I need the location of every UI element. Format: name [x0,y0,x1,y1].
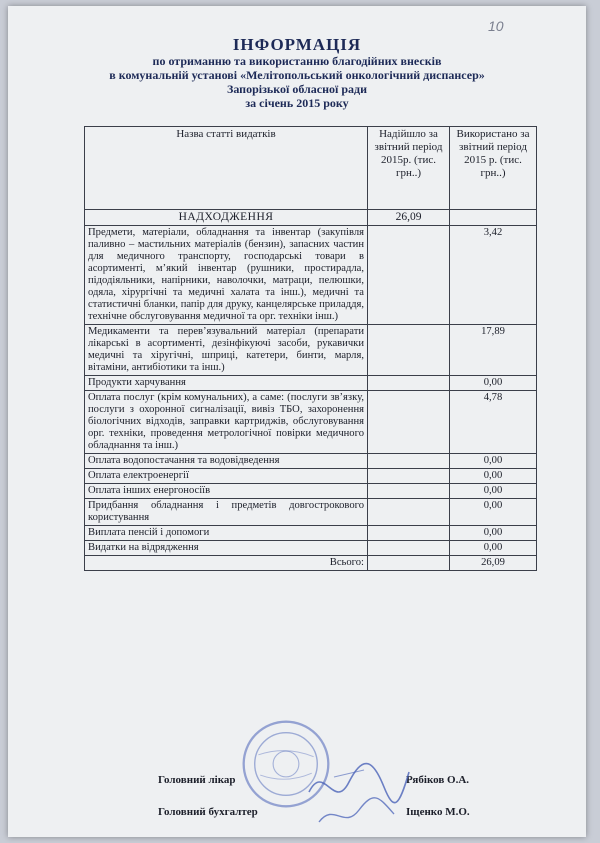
row-received-empty [368,454,450,469]
row-label: Оплата послуг (крім комунальних), а саме: (послуги зв’язку, послуги з охоронної сигналізації, вивіз ТБО, захоронення біологічних відходів, заправки картриджів, обслуговування орг. техніки, проведення метрологічної повірки медичного обладнання та інш.) [85,391,368,454]
row-used-value: 0,00 [450,541,537,556]
row-label: Оплата електроенергії [85,469,368,484]
header-used: Використано за звітний період 2015 р. (тис. грн..) [450,127,537,210]
table-header-row [85,127,537,210]
table-row [85,526,537,541]
expenses-table [84,126,537,571]
table-row [85,541,537,556]
row-label: Оплата водопостачання та водовідведення [85,454,368,469]
chief-accountant-title: Головний бухгалтер [158,806,258,818]
row-used-value: 0,00 [450,376,537,391]
income-value: 26,09 [368,210,450,226]
row-used-value: 0,00 [450,526,537,541]
row-used-value: 3,42 [450,226,537,325]
total-label: Всього: [85,556,368,571]
document-header [8,36,586,110]
row-used-value: 0,00 [450,454,537,469]
row-label: Предмети, матеріали, обладнання та інвентар (закупівля паливно – мастильних матеріалів (бензин), запасних частин для медичного транспорту, господарські товари в асортименті, м’який інвентар (рушники, простирадла, підодіяльники, напірники, наволочки, матраци, пелюшки, одяла, хірургічні та медичні халата та інш.), медичні та статистичні бланки, папір для друку, канцелярське приладдя, технічне обслуговування медичної та орг. техніки інш.) [85,226,368,325]
income-row [85,210,537,226]
subtitle-line-4: за січень 2015 року [245,96,349,110]
total-row [85,556,537,571]
table-row [85,484,537,499]
row-label: Оплата інших енергоносіїв [85,484,368,499]
row-label: Медикаменти та перев’язувальний матеріал (препарати лікарські в асортименті, дезінфікуючі засоби, рукавички медичні та хіругічні, шприці, катетери, бинти, марля, вітаміни, антибіотики та інш.) [85,325,368,376]
table-row [85,391,537,454]
row-received-empty [368,376,450,391]
header-expense-name: Назва статті видатків [85,127,368,210]
document-title: ІНФОРМАЦІЯ [232,35,362,54]
subtitle-line-1: по отриманню та використанню благодійних внесків [152,54,442,68]
document-page [8,6,586,837]
income-label: НАДХОДЖЕННЯ [85,210,368,226]
row-label: Виплата пенсій і допомоги [85,526,368,541]
chief-doctor-name: Рябіков О.А. [406,774,470,786]
row-label: Продукти харчування [85,376,368,391]
table-row [85,376,537,391]
row-used-value: 0,00 [450,469,537,484]
table-row [85,325,537,376]
row-received-empty [368,526,450,541]
row-received-empty [368,541,450,556]
subtitle-line-3: Запорізької обласної ради [226,82,368,96]
chief-accountant-name: Іщенко М.О. [406,806,470,818]
handwritten-signature-icon [304,752,414,832]
subtitle-line-2: в комунальній установі «Мелітопольський онкологічний диспансер» [109,68,485,82]
income-used-empty [450,210,537,226]
row-received-empty [368,325,450,376]
chief-doctor-title: Головний лікар [158,774,236,786]
row-used-value: 4,78 [450,391,537,454]
row-received-empty [368,499,450,526]
total-value: 26,09 [450,556,537,571]
row-received-empty [368,469,450,484]
table-row [85,499,537,526]
handwritten-page-number: 10 [488,18,504,34]
table-row [85,226,537,325]
header-received: Надійшло за звітний період 2015р. (тис. грн..) [368,127,450,210]
row-label: Видатки на відрядження [85,541,368,556]
row-used-value: 17,89 [450,325,537,376]
row-label: Придбання обладнання і предметів довгострокового користування [85,499,368,526]
table-row [85,469,537,484]
table-row [85,454,537,469]
row-used-value: 0,00 [450,484,537,499]
row-received-empty [368,391,450,454]
total-received-empty [368,556,450,571]
row-received-empty [368,484,450,499]
row-received-empty [368,226,450,325]
row-used-value: 0,00 [450,499,537,526]
